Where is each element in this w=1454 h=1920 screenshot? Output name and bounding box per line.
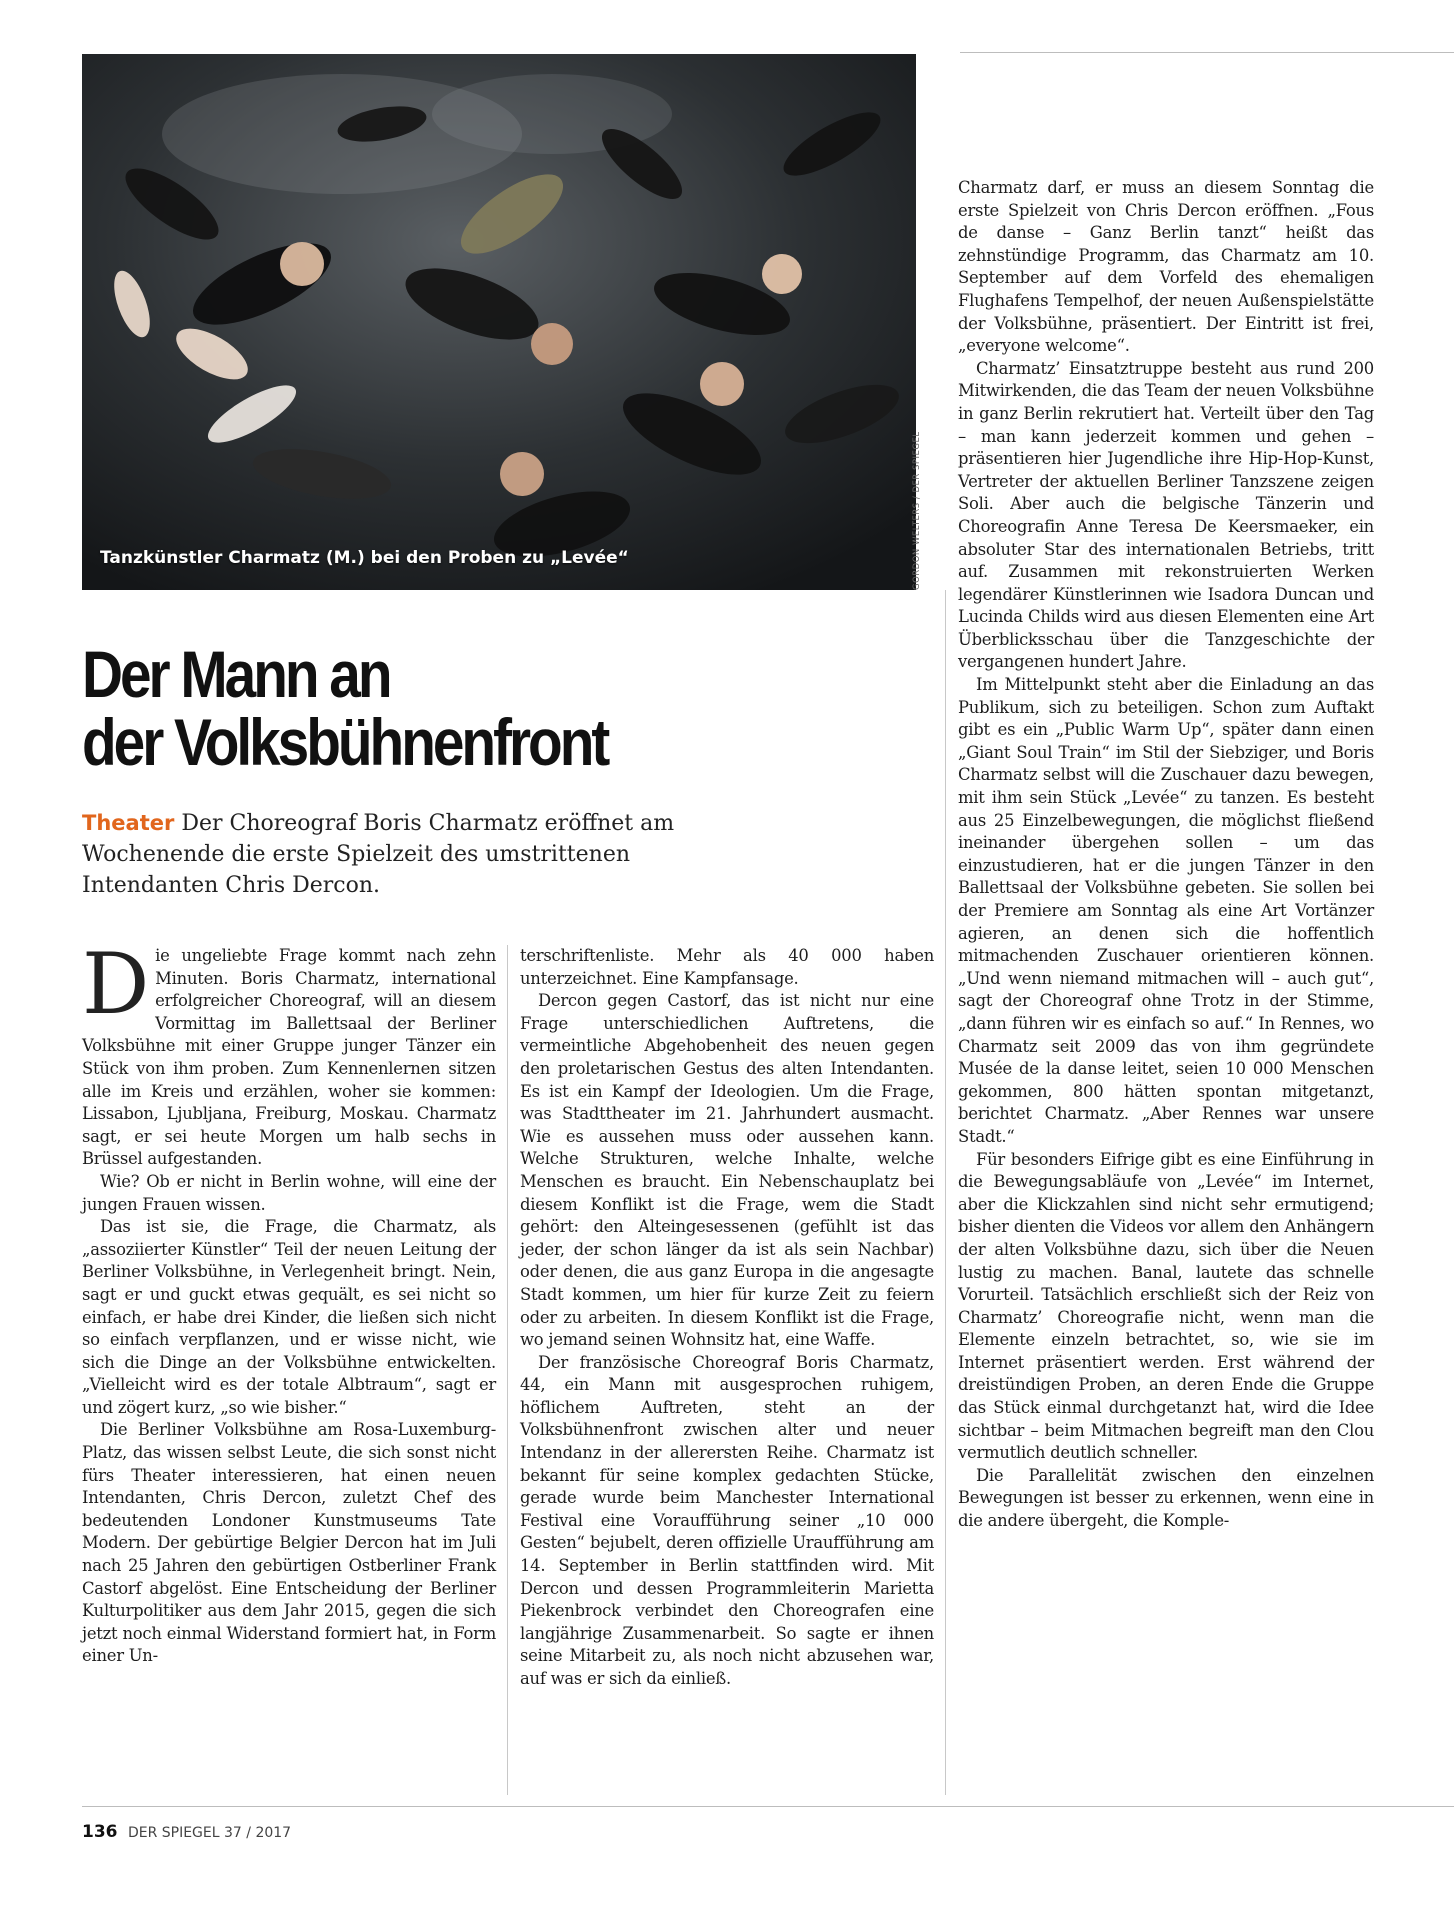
paragraph: Dercon gegen Castorf, das ist nicht nur eine Frage unterschiedlichen Auftretens, die vermeintliche Abgehobenheit des neuen gegen den proletarischen Gestus des alten Intendanten. Es ist ein Kampf der Ideologien. Um die Frage, was Stadttheater im 21. Jahrhundert ausmacht. Wie es aussehen muss oder aussehen kann. Welche Strukturen, welche Inhalte, welche Menschen es braucht. Ein Nebenschauplatz bei diesem Konflikt ist die Frage, wem die Stadt gehört: den Alteingesessenen (gefühlt ist das jeder, der schon länger da ist als sein Nachbar) oder denen, die aus ganz Europa in die angesagte Stadt kommen, um hier für kurze Zeit zu feiern oder zu arbeiten. In diesem Konflikt ist die Frage, wo jemand seinen Wohnsitz hat, eine Waffe. [520, 991, 934, 1350]
issue-number: 37 / 2017 [224, 1825, 292, 1841]
paragraph: Das ist sie, die Frage, die Charmatz, als „assoziierter Künstler“ Teil der neuen Leitung der Berliner Volksbühne, in Verlegenheit bringt. Nein, sagt er und guckt etwas gequält, es sei nicht so einfach, er habe drei Kinder, die ließen sich nicht so einfach verpflanzen, und er wisse nicht, wie sich die Dinge an der Volksbühne entwickelten. „Vielleicht wird es der totale Albtraum“, sagt er und zögert kurz, „so wie bisher.“ [82, 1217, 496, 1417]
rehearsal-photo [82, 54, 916, 590]
drop-cap: D [82, 935, 150, 1033]
page-footer [82, 1822, 291, 1842]
photo-caption: Tanzkünstler Charmatz (M.) bei den Proben zu „Levée“ [100, 548, 629, 568]
section-kicker: Theater [82, 811, 175, 835]
paragraph: Der französische Choreograf Boris Charmatz, 44, ein Mann mit ausgesprochen ruhigem, höflichem Auftreten, steht an der Volksbühnenfront zwischen alter und neuer Intendanz in der allerersten Reihe. Charmatz ist bekannt für seine komplex gedachten Stücke, gerade wurde beim Manchester International Festival eine Voraufführung seiner „10 000 Gesten“ bejubelt, deren offizielle Uraufführung am 14. September in Berlin stattfinden wird. Mit Dercon und dessen Programmleiterin Marietta Piekenbrock verbindet den Choreografen eine langjährige Zusammenarbeit. So sagte er ihnen seine Mitarbeit zu, als noch nicht abzusehen war, auf was er sich da einließ. [520, 1352, 934, 1688]
photo-credit: GORDON WELTERS / DER SPIEGEL [912, 431, 922, 590]
paragraph: Die Berliner Volksbühne am Rosa-Luxemburg-Platz, das wissen selbst Leute, die sich sonst nicht fürs Theater interessieren, hat einen neuen Intendanten, Chris Dercon, zuletzt Chef des bedeutenden Londoner Kunstmuseums Tate Modern. Der gebürtige Belgier Dercon hat im Juli nach 25 Jahren den gebürtigen Ostberliner Frank Castorf abgelöst. Eine Entscheidung der Berliner Kulturpolitiker aus dem Jahr 2015, gegen die sich jetzt noch einmal Widerstand formiert hat, in Form einer Un- [82, 1420, 496, 1666]
article-dek [82, 808, 682, 901]
page-number: 136 [82, 1822, 118, 1842]
column-divider [507, 945, 508, 1795]
body-column-3 [958, 177, 1374, 1533]
body-column-1 [82, 935, 496, 1668]
paragraph: terschriftenliste. Mehr als 40 000 haben unterzeichnet. Eine Kampfansage. [520, 946, 934, 988]
column-divider [945, 590, 946, 1795]
dek-text: Der Choreograf Boris Charmatz eröffnet am Wochenende die erste Spielzeit des umstrittenen Intendanten Chris Dercon. [82, 811, 675, 898]
article-headline [82, 637, 822, 779]
footer-rule [82, 1806, 1454, 1807]
paragraph: Für besonders Eifrige gibt es eine Einführung in die Bewegungsabläufe von „Levée“ im Internet, aber die Klickzahlen sind nicht sehr ermutigend; bisher dienten die Videos vor allem den Anhängern der alten Volksbühne dazu, sich über die Neuen lustig zu machen. Banal, lautete das schnelle Vorurteil. Tatsächlich erschließt sich der Reiz von Charmatz’ Choreografie nicht, wenn man die Elemente einzeln betrachtet, so, wie sie im Internet präsentiert werden. Erst während der dreistündigen Proben, an deren Ende die Gruppe das Stück einmal durchgetanzt hat, wird die Idee sichtbar – beim Mitmachen begreift man den Clou vermutlich deutlich schneller. [958, 1149, 1374, 1463]
paragraph: Im Mittelpunkt steht aber die Einladung an das Publikum, sich zu beteiligen. Schon zum Auftakt gibt es ein „Public Warm Up“, später dann einen „Giant Soul Train“ im Stil der Siebziger, und Boris Charmatz selbst will die Zuschauer dazu bewegen, mit ihm sein Stück „Levée“ zu tanzen. Es besteht aus 25 Einzelbewegungen, die möglichst fließend ineinander übergehen sollen – um das einzustudieren, hat er die jungen Tänzer in den Ballettsaal der Volksbühne gebeten. Sie sollen bei der Premiere am Sonntag als eine Art Vortänzer agieren, an denen sich die hoffentlich mitmachenden Zuschauer orientieren können. „Und wenn niemand mitmachen will – auch gut“, sagt der Choreograf ohne Trotz in der Stimme, „dann führen wir es einfach so auf.“ In Rennes, wo Charmatz seit 2009 das von ihm gegründete Musée de la danse leitet, seien 10 000 Menschen gekommen, 800 hätten spontan mitgetanzt, berichtet Charmatz. „Aber Rennes war unsere Stadt.“ [958, 675, 1374, 1146]
paragraph: Wie? Ob er nicht in Berlin wohne, will eine der jungen Frauen wissen. [82, 1171, 496, 1214]
dancers-on-floor-image [82, 54, 916, 590]
paragraph: Die ungeliebte Frage kommt nach zehn Minuten. Boris Charmatz, international erfolgreicher Choreograf, will an diesem Vormittag im Ballettsaal der Berliner Volksbühne mit einer Gruppe junger Tänzer ein Stück von ihm proben. Zum Kennenlernen sitzen alle im Kreis und erzählen, woher sie kommen: Lissabon, Ljubljana, Freiburg, Moskau. Charmatz sagt, er sei heute Morgen um halb sechs in Brüssel aufgestanden. [82, 935, 496, 1169]
top-rule [960, 52, 1454, 53]
paragraph: Die Parallelität zwischen den einzelnen Bewegungen ist besser zu erkennen, wenn eine in die andere übergeht, die Komple- [958, 1465, 1374, 1531]
body-column-2 [520, 945, 934, 1691]
paragraph: Charmatz’ Einsatztruppe besteht aus rund 200 Mitwirkenden, die das Team der neuen Volksbühne in ganz Berlin rekrutiert hat. Verteilt über den Tag – man kann jederzeit kommen und gehen – präsentieren hier Jugendliche ihre Hip-Hop-Kunst, Vertreter der aktuellen Berliner Tanzszene zeigen Soli. Aber auch die belgische Tänzerin und Choreografin Anne Teresa De Keersmaeker, ein absoluter Star des internationalen Betriebs, tritt auf. Zusammen mit rekonstruierten Werken legendärer Künstlerinnen wie Isadora Duncan und Lucinda Childs wird aus diesen Elementen eine Art Überblicksschau über die Tanzgeschichte der vergangenen hundert Jahre. [958, 358, 1374, 672]
paragraph: Charmatz darf, er muss an diesem Sonntag die erste Spielzeit von Chris Dercon eröffnen. „Fous de danse – Ganz Berlin tanzt“ heißt das zehnstündige Programm, das Charmatz am 10. September auf dem Vorfeld des ehemaligen Flughafens Tempelhof, der neuen Außenspielstätte der Volksbühne, präsentiert. Der Eintritt ist frei, „everyone welcome“. [958, 178, 1374, 356]
headline-line-1: Der Mann an [82, 637, 390, 711]
magazine-name: DER SPIEGEL [127, 1825, 220, 1841]
headline-line-2: der Volksbühnenfront [82, 705, 608, 779]
